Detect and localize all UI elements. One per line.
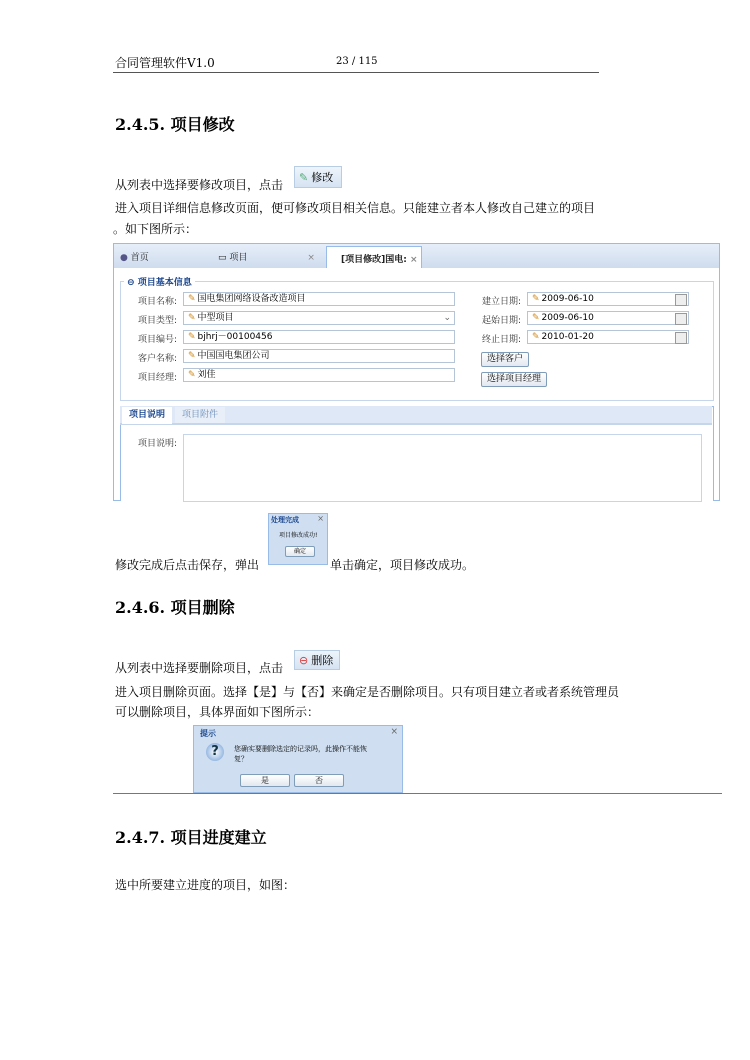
pencil-icon: ✎ — [188, 294, 196, 304]
field-input[interactable] — [183, 292, 455, 306]
date-input[interactable] — [527, 311, 689, 325]
delete-icon: ⊖ — [299, 653, 309, 667]
tab-project[interactable]: ▭ 项目 × — [218, 253, 315, 263]
ok-button[interactable]: 确定 — [285, 546, 315, 557]
chevron-down-icon[interactable]: ⌄ — [443, 313, 451, 323]
dialog-message: 项目修改成功! — [279, 532, 318, 539]
dialog-title: 提示 — [200, 729, 216, 738]
heading-2-4-5: 2.4.5. 项目修改 — [115, 115, 235, 134]
pencil-icon: ✎ — [188, 332, 196, 342]
field-label: 客户名称: — [138, 354, 178, 364]
tab-project-edit[interactable] — [326, 246, 422, 268]
field-input[interactable] — [183, 349, 455, 363]
paragraph: 可以删除项目，具体界面如下图所示： — [115, 705, 320, 719]
heading-2-4-6: 2.4.6. 项目删除 — [115, 598, 235, 617]
date-input[interactable] — [527, 330, 689, 344]
date-value: 2009-06-10 — [541, 294, 594, 304]
close-icon[interactable]: × — [390, 727, 398, 737]
pencil-icon: ✎ — [532, 294, 540, 304]
tab-label: 项目 — [229, 253, 248, 263]
divider — [113, 793, 722, 794]
yes-button[interactable]: 是 — [240, 774, 290, 787]
dialog-title: 处理完成 — [271, 516, 299, 524]
field-value: 中国国电集团公司 — [197, 351, 270, 361]
heading-2-4-7: 2.4.7. 项目进度建立 — [115, 828, 267, 847]
date-label: 起始日期: — [482, 316, 522, 326]
field-input[interactable] — [183, 330, 455, 344]
date-label: 终止日期: — [482, 335, 522, 345]
fieldset-legend[interactable]: ⊖ 项目基本信息 — [124, 275, 195, 288]
description-textarea[interactable] — [183, 434, 702, 502]
date-input[interactable] — [527, 292, 689, 306]
delete-button-image — [294, 650, 340, 670]
field-label: 项目类型: — [138, 316, 178, 326]
success-dialog — [268, 513, 328, 565]
tab-home[interactable] — [120, 250, 149, 263]
tab-label: [项目修改]国电: — [341, 255, 407, 265]
paragraph: 从列表中选择要修改项目，点击 — [115, 178, 284, 192]
confirm-dialog — [193, 725, 403, 793]
edit-button-image — [294, 166, 342, 188]
field-input[interactable] — [183, 368, 455, 382]
date-label: 建立日期: — [482, 297, 522, 307]
pencil-icon: ✎ — [188, 313, 196, 323]
select-manager-button[interactable]: 选择项目经理 — [481, 372, 547, 387]
select-customer-button[interactable]: 选择客户 — [481, 352, 529, 367]
tab-label: 首页 — [130, 253, 149, 263]
subtab-attachments[interactable]: 项目附件 — [175, 407, 225, 423]
pencil-icon: ✎ — [532, 332, 540, 342]
paragraph: 选中所要建立进度的项目，如图： — [115, 878, 296, 892]
page-number: 23 / 115 — [336, 56, 378, 67]
pencil-icon: ✎ — [188, 370, 196, 380]
header-rule — [113, 72, 599, 73]
calendar-icon[interactable] — [675, 332, 687, 344]
question-icon: ? — [206, 743, 224, 761]
legend-label: 项目基本信息 — [137, 278, 192, 288]
field-label: 项目编号: — [138, 335, 178, 345]
edit-project-screenshot — [113, 243, 720, 501]
close-icon[interactable]: × — [409, 255, 418, 265]
edit-icon: ✎ — [299, 170, 309, 184]
dialog-message: 您确实要删除选定的记录吗，此操作不能恢 — [234, 745, 367, 753]
calendar-icon[interactable] — [675, 294, 687, 306]
dialog-message: 复？ — [234, 755, 248, 763]
paragraph: 。如下图所示： — [113, 222, 198, 236]
no-button[interactable]: 否 — [294, 774, 344, 787]
field-value: bjhrj－00100456 — [197, 332, 273, 342]
close-icon[interactable]: × — [317, 514, 324, 523]
description-label: 项目说明: — [138, 439, 178, 449]
paragraph: 修改完成后点击保存，弹出 — [115, 558, 260, 572]
delete-label: 删除 — [311, 654, 334, 667]
pencil-icon: ✎ — [532, 313, 540, 323]
subtab-description[interactable]: 项目说明 — [122, 407, 172, 424]
close-icon[interactable]: × — [307, 253, 315, 263]
field-value: 刘佳 — [197, 370, 216, 380]
header-title: 合同管理软件V1.0 — [115, 56, 215, 70]
field-label: 项目经理: — [138, 373, 178, 383]
paragraph: 进入项目删除页面。选择【是】与【否】来确定是否删除项目。只有项目建立者或者系统管理员 — [115, 685, 620, 699]
date-value: 2009-06-10 — [541, 313, 594, 323]
field-label: 项目名称: — [138, 297, 178, 307]
field-input[interactable] — [183, 311, 455, 325]
date-value: 2010-01-20 — [541, 332, 594, 342]
paragraph: 单击确定，项目修改成功。 — [330, 558, 475, 572]
field-value: 国电集团网络设备改造项目 — [197, 294, 306, 304]
field-value: 中型项目 — [197, 313, 234, 323]
paragraph: 从列表中选择要删除项目，点击 — [115, 661, 284, 675]
paragraph: 进入项目详细信息修改页面，便可修改项目相关信息。只能建立者本人修改自己建立的项目 — [115, 201, 596, 215]
home-icon: ● — [120, 253, 128, 263]
pencil-icon: ✎ — [188, 351, 196, 361]
edit-label: 修改 — [311, 171, 334, 184]
calendar-icon[interactable] — [675, 313, 687, 325]
